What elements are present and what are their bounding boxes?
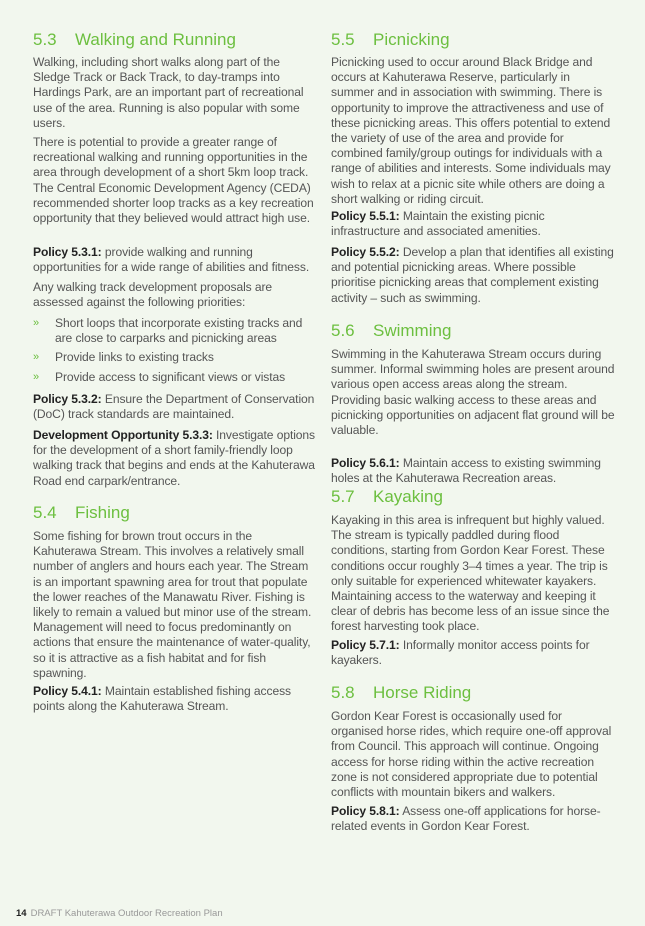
- double-chevron-right-icon: »: [33, 317, 40, 329]
- page-footer: [16, 908, 223, 919]
- heading-5-5: 5.5 Picnicking: [331, 30, 450, 49]
- policy-5-7-1: Policy 5.7.1: Informally monitor access points for kayakers.: [331, 638, 590, 668]
- policy-5-8-1: Policy 5.8.1: Assess one-off applications for horse-related events in Gordon Kear Forest.: [331, 804, 601, 834]
- list-item: » Provide links to existing tracks: [33, 350, 214, 364]
- heading-5-8: 5.8 Horse Riding: [331, 683, 472, 702]
- document-title: DRAFT Kahuterawa Outdoor Recreation Plan: [30, 908, 223, 919]
- development-opportunity-5-3-3: Development Opportunity 5.3.3: Investigate options for the development of a short family-friendly loop walking track that begins and ends at the Kahuterawa Road end carpark/entrance.: [33, 428, 315, 488]
- list-item: » Short loops that incorporate existing tracks and are close to carparks and picnicking areas: [33, 316, 303, 346]
- paragraph: Walking, including short walks along part of the Sledge Track or Back Track, to day-tramps into Hardings Park, are an important part of recreational use of the area. Running is also popular with some users.: [33, 55, 304, 130]
- paragraph: Some fishing for brown trout occurs in the Kahuterawa Stream. This involves a relatively small number of anglers and hours each year. The Stream is an important spawning area for trout that populate the lower reaches of the Manawatu River. Fishing is likely to remain a valued but minor use of the stream. Management will need to focus predominantly on actions that ensure the maintenance of water-quality, so it is attractive as a fish habitat and for fish spawning.: [33, 529, 312, 680]
- paragraph: There is potential to provide a greater range of recreational walking and running opportunities in the area through development of a short 5km loop track. The Central Economic Development Agency (CEDA) recommended shorter loop tracks as a key recreation opportunity that they believed would attract high use.: [33, 135, 314, 226]
- policy-5-3-1: Policy 5.3.1: provide walking and running opportunities for a wide range of abilities and fitness.: [33, 245, 310, 275]
- policy-5-5-1: Policy 5.5.1: Maintain the existing picnic infrastructure and associated amenities.: [331, 209, 545, 239]
- paragraph: Any walking track development proposals are assessed against the following priorities:: [33, 280, 273, 310]
- paragraph: Picnicking used to occur around Black Bridge and occurs at Kahuterawa Reserve, particularly in summer and in association with swimming. There is opportunity to improve the attractiveness and use of these picnicking areas. This offers potential to extend the variety of use of the area and provide for combined family/group outings for individuals with a range of abilities and interests. Some individuals may wish to relax at a picnic site while others are doing a short walking or riding circuit.: [331, 55, 611, 206]
- paragraph: Swimming in the Kahuterawa Stream occurs during summer. Informal swimming holes are present around various open access areas along the stream. Providing basic walking access to these areas and picnicking opportunities on adjacent flat ground will be valuable.: [331, 347, 615, 438]
- heading-5-3: 5.3 Walking and Running: [33, 30, 236, 49]
- policy-5-6-1: Policy 5.6.1: Maintain access to existing swimming holes at the Kahuterawa Recreation areas.: [331, 456, 601, 486]
- page-number: 14: [16, 908, 27, 919]
- heading-5-7: 5.7 Kayaking: [331, 487, 443, 506]
- heading-5-4: 5.4 Fishing: [33, 503, 130, 522]
- list-item: » Provide access to significant views or vistas: [33, 370, 286, 384]
- paragraph: Kayaking in this area is infrequent but highly valued. The stream is typically paddled during flood conditions, starting from Gordon Kear Forest. These conditions occur roughly 3–4 times a year. The trip is only suitable for experienced whitewater kayakers. Maintaining access to the waterway and keeping it clear of debris has become less of an issue since the forest harvesting took place.: [331, 513, 610, 634]
- policy-5-5-2: Policy 5.5.2: Develop a plan that identifies all existing and potential picnicking areas. Where possible prioritise picnicking areas that complement existing activity – such as swimming.: [331, 245, 614, 305]
- paragraph: Gordon Kear Forest is occasionally used for organised horse rides, which require one-off approval from Council. This approach will continue. Ongoing access for horse riding within the active recreation zone is not considered appropriate due to potential conflicts with mountain bikers and walkers.: [331, 709, 612, 800]
- policy-5-4-1: Policy 5.4.1: Maintain established fishing access points along the Kahuterawa Stream.: [33, 684, 291, 714]
- policy-5-3-2: Policy 5.3.2: Ensure the Department of Conservation (DoC) track standards are maintained.: [33, 392, 315, 422]
- double-chevron-right-icon: »: [33, 371, 40, 383]
- heading-5-6: 5.6 Swimming: [331, 321, 452, 340]
- double-chevron-right-icon: »: [33, 351, 40, 363]
